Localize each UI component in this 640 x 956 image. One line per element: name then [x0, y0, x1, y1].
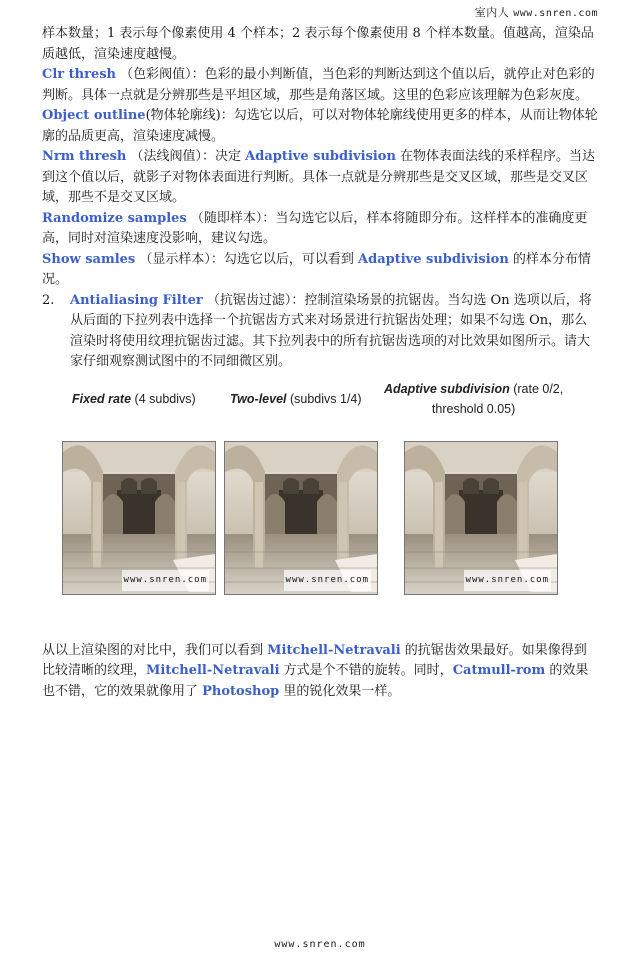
figure-images: [42, 441, 598, 597]
conclusion-text: 里的锐化效果一样。: [279, 683, 401, 699]
param-inline-term: Adaptive subdivision: [358, 251, 509, 267]
param-desc: 的样本分布情况。: [42, 251, 591, 287]
conclusion-text: 从以上渲染图的对比中，我们可以看到: [42, 642, 268, 658]
render-image-fixed-rate: [62, 441, 216, 595]
page-header: [475, 4, 598, 20]
item-number: 2.: [42, 292, 55, 308]
intro-paragraph: 样本数量；1 表示每个像素使用 4 个样本；2 表示每个像素使用 8 个样本数量。值越高，渲染品质越低，渲染速度越慢。: [42, 26, 594, 62]
caption-line2: threshold 0.05): [431, 401, 516, 416]
document-body: [42, 24, 598, 702]
param-desc: （色彩阀值）：色彩的最小判断值，当色彩的判断达到这个值以后，就停止对色彩的判断。具体一点就是分辨那些是平坦区域，那些是角落区域。这里的色彩应该理解为色彩灰度。: [42, 67, 595, 103]
caption-two-level: [230, 389, 362, 410]
param-desc: （随即样本）：当勾选它以后，样本将随即分布。这样样本的准确度更高，同时对渲染速度没影响，建议勾选。: [42, 210, 588, 246]
render-image-adaptive-subdivision: [404, 441, 558, 595]
caption-detail: (rate 0/2,: [509, 381, 564, 396]
param-desc: 在物体表面法线的釆样程序。当达到这个值以后，就影子对物体表面进行判断。具体一点就是分辨那些是交叉区域，那些是交叉区域，那些不是交叉区域。: [42, 149, 596, 205]
param-nrm-thresh: [42, 147, 598, 209]
highlight-term: Mitchell-Netravali: [146, 663, 280, 678]
param-desc: （抗锯齿过滤）：控制渲染场景的抗锯齿。当勾选 On 选项以后，将从后面的下拉列表中选择一个抗锯齿方式来对场景进行抗锯齿处理；如果不勾选 On，那么渲染时将使用纹理抗锯齿过滤。其下拉列表中的所有抗锯齿选项的对比效果如图所示。请大家仔细观察测试图中的不同细微区别。: [70, 292, 592, 369]
image-watermark: www.snren.com: [284, 570, 371, 591]
numbered-item-antialiasing: [42, 291, 598, 373]
caption-title: Fixed rate: [72, 391, 132, 406]
param-object-outline: [42, 106, 598, 147]
conclusion-text: 的抗锯齿效果最好。如果像得到比较清晰的纹理，: [42, 642, 587, 678]
caption-detail: (subdivs 1/4): [286, 391, 362, 406]
image-watermark: www.snren.com: [464, 570, 551, 591]
figure-captions: [42, 379, 598, 429]
caption-title: Adaptive subdivision: [384, 381, 510, 396]
image-watermark: www.snren.com: [122, 570, 209, 591]
header-site-url: www.snren.com: [513, 8, 598, 19]
conclusion-paragraph: [42, 641, 598, 703]
conclusion-text: 方式是个不错的旋转。同时，: [279, 663, 453, 678]
header-site-name: 室内人: [474, 6, 510, 19]
param-term: Randomize samples: [42, 210, 187, 226]
caption-adaptive-subdivision: [384, 379, 563, 419]
param-desc: （法线阀值）：决定: [130, 149, 246, 164]
conclusion-text: 的效果也不错，它的效果就像用了: [42, 663, 589, 699]
caption-detail: (4 subdivs): [131, 391, 196, 406]
param-term: Object outline: [42, 108, 146, 123]
param-show-samles: [42, 250, 598, 291]
param-term: Show samles: [42, 251, 136, 267]
param-term: Antialiasing Filter: [70, 292, 203, 308]
param-desc: (物体轮廓线)：勾选它以后，可以对物体轮廓线使用更多的样本，从而让物体轮廓的品质更高，渲染速度减慢。: [42, 108, 598, 144]
param-term: Clr thresh: [42, 67, 117, 82]
param-clr-thresh: [42, 65, 598, 106]
render-image-two-level: [224, 441, 378, 595]
highlight-term: Photoshop: [202, 683, 280, 699]
highlight-term: Catmull-rom: [452, 663, 546, 678]
param-desc: （显示样本）：勾选它以后，可以看到: [139, 251, 359, 267]
param-inline-term: Adaptive subdivision: [245, 149, 396, 164]
param-randomize-samples: [42, 209, 598, 250]
page-footer: www.snren.com: [274, 939, 366, 950]
caption-title: Two-level: [230, 391, 287, 406]
highlight-term: Mitchell-Netravali: [267, 642, 401, 658]
caption-fixed-rate: [72, 389, 196, 410]
param-term: Nrm thresh: [42, 149, 127, 164]
